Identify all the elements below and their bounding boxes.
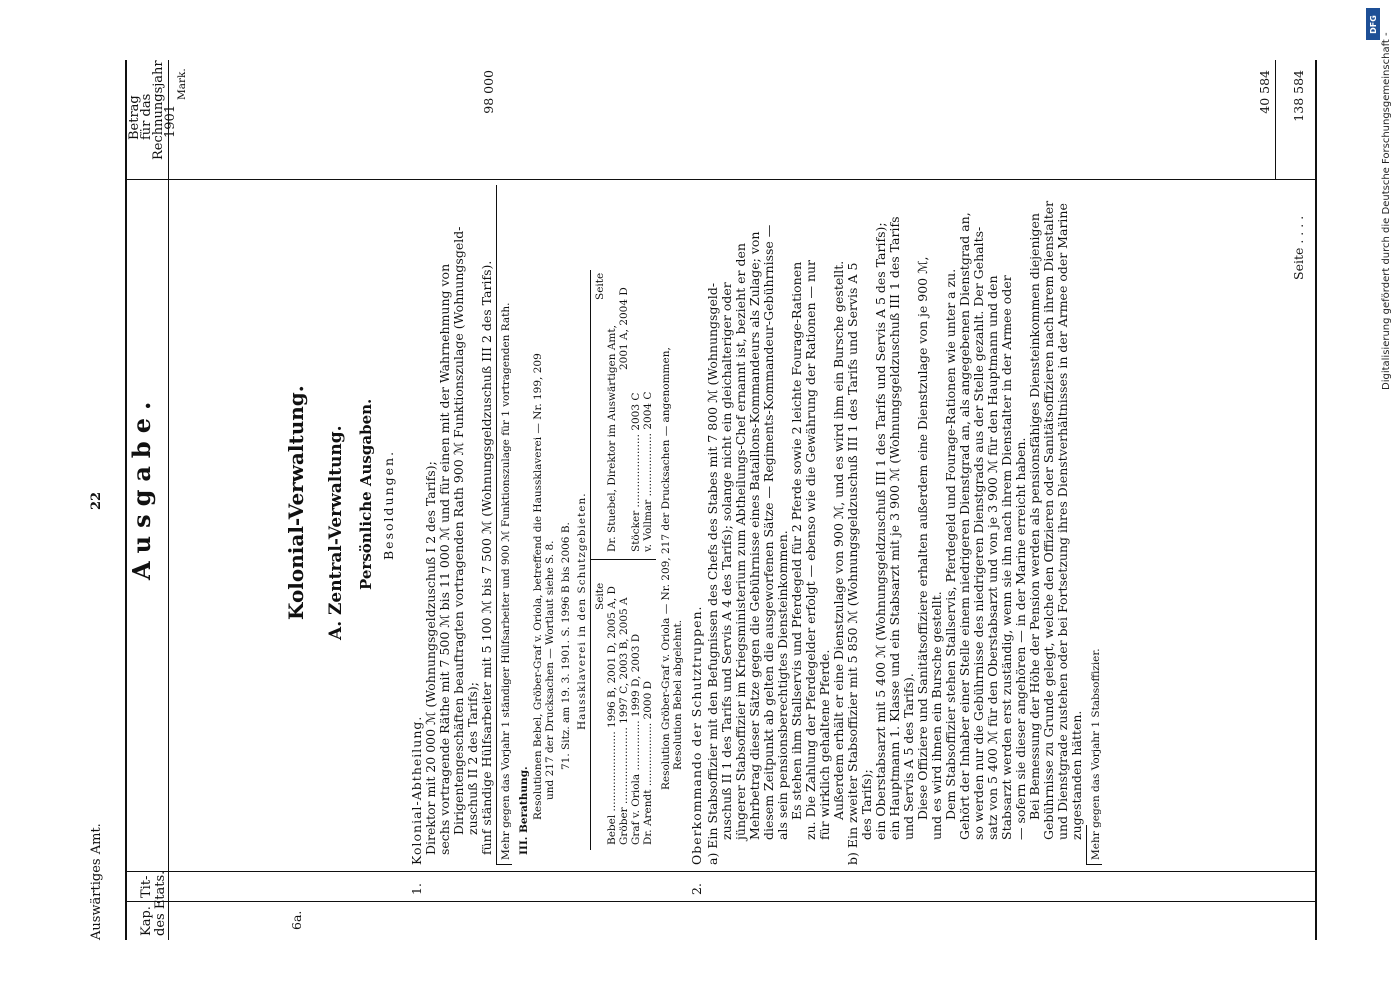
titel2-line-0: a) Ein Stabsoffizier mit den Befugnissen des Chefs des Stabes mit 7 800 ℳ (Wohnungsgeld- bbox=[705, 282, 720, 865]
col-betrag-2: für das bbox=[139, 93, 154, 140]
titel1-line-4: fünf ständige Hülfsarbeiter mit 5 100 ℳ bis 7 500 ℳ (Wohnungsgeldzuschuß III 2 des Tarifs). bbox=[479, 260, 494, 855]
titel1-resolution-1: und 217 der Drucksachen — Wortlaut siehe S. 8. bbox=[544, 540, 556, 800]
titel2-line-16: und es wird ihnen ein Bursche gestellt. bbox=[929, 591, 944, 840]
col-betrag-1: Betrag bbox=[127, 95, 142, 140]
titel2-line-7: zu. Die Zahlung der Pferdegelder erfolgt — ebenso wie die Gewährung der Rationen — nur bbox=[803, 259, 818, 840]
speaker-left-2: Graf v. Oriola ............... 1999 D, 2003 D bbox=[630, 633, 642, 845]
speaker-right-0: Dr. Stuebel, Direktor im Auswärtigen Amt, bbox=[606, 325, 618, 552]
titel2-amount: 40 584 bbox=[1257, 70, 1272, 114]
titel2-line-2: jüngerer Stabsoffizier im Kriegsministerium zum Abtheilungs-Chef ernannt ist, bezieht er den bbox=[733, 243, 748, 840]
titel1-line-1: sechs vortragende Räthe mit 7 500 ℳ bis 11 000 ℳ und für einen mit der Wahrnehmung von bbox=[437, 263, 452, 855]
amount-sum-rule bbox=[1275, 60, 1276, 180]
titel2-line-4: diesem Zeitpunkt ab gelten die ausgeworfenen Sätze — Regiments-Kommandeur-Gebührnisse — bbox=[761, 224, 776, 840]
titel2-line-19: so werden nur die Gebührnisse des niedrigeren Dienstgrads aus der Stelle gezahlt. Der Gehalts- bbox=[971, 226, 986, 840]
resolution-final-2: Resolution Bebel abgelehnt. bbox=[672, 619, 684, 770]
titel1-beratung: III. Berathung. bbox=[518, 766, 530, 855]
titel2-line-23: Bei Bemessung der Höhe der Pension werden als pensionsfähiges Diensteinkommen diejenigen bbox=[1027, 213, 1042, 820]
speaker-right-2: Stöcker ...................... 2003 C bbox=[630, 392, 642, 552]
titel2-line-14: und Servis A 5 des Tarifs). bbox=[901, 673, 916, 840]
titel2-line-17: Dem Stabsoffizier stehen Stallservis, Pferdegeld und Fourage-Rationen wie unter a zu. bbox=[943, 268, 958, 820]
titel2-line-20: satz von 5 400 ℳ für den Oberstabsarzt und von je 3 900 ℳ für den Hauptmann und den bbox=[985, 275, 1000, 840]
titel1-heading: Kolonial-Abtheilung. bbox=[409, 715, 424, 865]
titel2-line-9: Außerdem erhält er eine Dienstzulage von 900 ℳ, und es wird ihm ein Bursche gestellt. bbox=[831, 260, 846, 820]
titel1-line-0: Direktor mit 20 000 ℳ (Wohnungsgeldzuschuß I 2 des Tarifs); bbox=[423, 461, 438, 855]
titel2-note: Mehr gegen das Vorjahr 1 Stabsoffizier. bbox=[1090, 648, 1102, 860]
titel2-note-box-top bbox=[1086, 825, 1087, 865]
titel2-line-5: als sein pensionsberechtigtes Diensteinkommen. bbox=[775, 530, 790, 840]
amount-col-rule bbox=[125, 179, 1315, 180]
titel2-line-25: und Dienstgrade zustehen oder bei Fortsetzung ihres Dienstverhältnisses in der Armee oder Marine bbox=[1055, 203, 1070, 840]
section-persoenlich: Persönliche Ausgaben. bbox=[357, 398, 375, 590]
speaker-right-1: 2001 A, 2004 D bbox=[618, 287, 630, 370]
titel2-line-26: zugestanden hätten. bbox=[1069, 710, 1084, 840]
titel2-line-1: zuschuß II 1 des Tarifs und Servis A 4 des Tarifs); solange nicht ein gleichalteriger oder bbox=[719, 282, 734, 840]
page-number: 22 bbox=[89, 491, 104, 510]
titel2-line-21: Stabsarzt werden erst zuständig, wenn sie ihn nach ihrem Dienstalter in der Armee oder bbox=[999, 275, 1014, 840]
header-bottom-rule bbox=[168, 60, 169, 940]
titel2-number: 2. bbox=[689, 883, 704, 895]
titel1-line-3: zuschuß II 2 des Tarifs); bbox=[465, 682, 480, 835]
titel1-resolution-0: Resolutionen Bebel, Gröber-Graf v. Oriola, betreffend die Haussklaverei — Nr. 199, 209 bbox=[532, 353, 544, 820]
titel2-heading: Oberkommando der Schutztruppen. bbox=[689, 605, 704, 865]
rotated-sheet bbox=[30, 20, 1350, 980]
titel1-haussklaverei: Haussklaverei in den Schutzgebieten. bbox=[576, 492, 588, 730]
footer-total: 138 584 bbox=[1291, 70, 1306, 122]
titel1-line-2: Dirigentengeschäften beauftragten vortragenden Rath 900 ℳ Funktionszulage (Wohnungsgeld- bbox=[451, 226, 466, 835]
titel2-line-6: Es stehen ihm Stallservis und Pferdegeld für 2 Pferde sowie 2 leichte Fourage-Rationen bbox=[789, 261, 804, 820]
speaker-right-3: v. Vollmar ................... 2004 C bbox=[642, 391, 654, 552]
dfg-logo-icon bbox=[1366, 8, 1380, 40]
speakers-box-top bbox=[590, 270, 591, 850]
titel1-sitzung: 71. Sitz. am 19. 3. 1901. S. 1996 B bis 2006 B. bbox=[560, 522, 572, 770]
section-kolonial: Kolonial-Verwaltung. bbox=[284, 385, 308, 620]
digitization-note-text: Digitalisierung gefördert durch die Deutsche Forschungsgemeinschaft - bbox=[1381, 32, 1392, 390]
col-betrag-3: Rechnungsjahr bbox=[151, 60, 166, 160]
resolution-final-1: Resolution Gröber-Graf v. Oriola — Nr. 209, 217 der Drucksachen — angenommen, bbox=[660, 347, 672, 790]
titel2-line-3: Mehrbetrag dieser Sätze gegen die Gebührnisse eines Bataillons-Kommandeurs als Zulage; von bbox=[747, 231, 762, 840]
titel1-note: Mehr gegen das Vorjahr 1 ständiger Hülfsarbeiter und 900 ℳ Funktionszulage für 1 vortragenden Rath. bbox=[500, 302, 512, 860]
col-kap: Kap. bbox=[139, 906, 154, 936]
footer-seite: Seite . . . . bbox=[1291, 215, 1306, 280]
dfg-logo-text: DFG bbox=[1368, 14, 1378, 34]
kapitel-number: 6a. bbox=[289, 910, 304, 930]
speaker-left-0: Bebel ........................ 1996 B, 2001 D, 2005 A, D bbox=[606, 586, 618, 845]
titel2-line-24: Gebührnisse zu Grunde gelegt, welche den Offizieren oder Sanitätsoffizieren nach ihrem Dienstalter bbox=[1041, 200, 1056, 840]
speakers-box-divider bbox=[590, 559, 656, 560]
bottom-rule bbox=[1315, 60, 1317, 940]
section-besoldungen: Besoldungen. bbox=[381, 449, 396, 560]
page-title: Ausgabe. bbox=[127, 393, 156, 580]
col-tit: Tit- bbox=[139, 875, 154, 898]
col-betrag-4: 1901 bbox=[163, 104, 178, 138]
speakers-seite-left: Seite bbox=[594, 582, 606, 610]
col-mark: Mark. bbox=[176, 68, 188, 100]
col-etats: des Etats. bbox=[153, 870, 168, 936]
titel1-note-box-top bbox=[496, 185, 497, 865]
titel1-note-box-left bbox=[496, 864, 512, 865]
speaker-left-3: Dr. Arendt ................... 2000 D bbox=[642, 680, 654, 845]
titel2-note-box-left bbox=[1086, 864, 1102, 865]
speakers-seite-right: Seite bbox=[594, 272, 606, 300]
kap-col-rule bbox=[125, 901, 1315, 902]
titel2-line-11: des Tarifs); bbox=[859, 769, 874, 840]
titel1-amount: 98 000 bbox=[481, 70, 496, 114]
titel2-line-15: Diese Offiziere und Sanitätsoffiziere erhalten außerdem eine Dienstzulage von je 900 ℳ, bbox=[915, 256, 930, 820]
titel1-number: 1. bbox=[409, 883, 424, 895]
section-central: A. Zentral-Verwaltung. bbox=[326, 425, 346, 640]
titel2-line-13: ein Hauptmann 1. Klasse und ein Stabsarzt mit je 3 900 ℳ (Wohnungsgeldzuschuß III 1 des Tarifs bbox=[887, 216, 902, 840]
titel2-line-22: — sofern sie dieser angehören — in der Marine erreicht haben. bbox=[1013, 437, 1028, 840]
office-label: Auswärtiges Amt. bbox=[89, 823, 104, 940]
titel2-line-10: b) Ein zweiter Stabsoffizier mit 5 850 ℳ (Wohnungsgeldzuschuß III 1 des Tarifs und Servis A 5 bbox=[845, 262, 860, 865]
digitization-note bbox=[1363, 10, 1392, 990]
titel2-line-8: für wirklich gehaltene Pferde. bbox=[817, 649, 832, 840]
titel2-line-12: ein Oberstabsarzt mit 5 400 ℳ (Wohnungsgeldzuschuß III 1 des Tarifs und Servis A 5 des Tarifs); bbox=[873, 222, 888, 840]
speaker-left-1: Gröber ....................... 1997 C, 2003 B, 2005 A bbox=[618, 597, 630, 845]
tit-col-rule bbox=[125, 871, 1315, 872]
titel2-line-18: Gehört der Inhaber einer Stelle einem niedrigeren Dienstgrad an, als angegebenen Dienstgrad an, bbox=[957, 212, 972, 840]
